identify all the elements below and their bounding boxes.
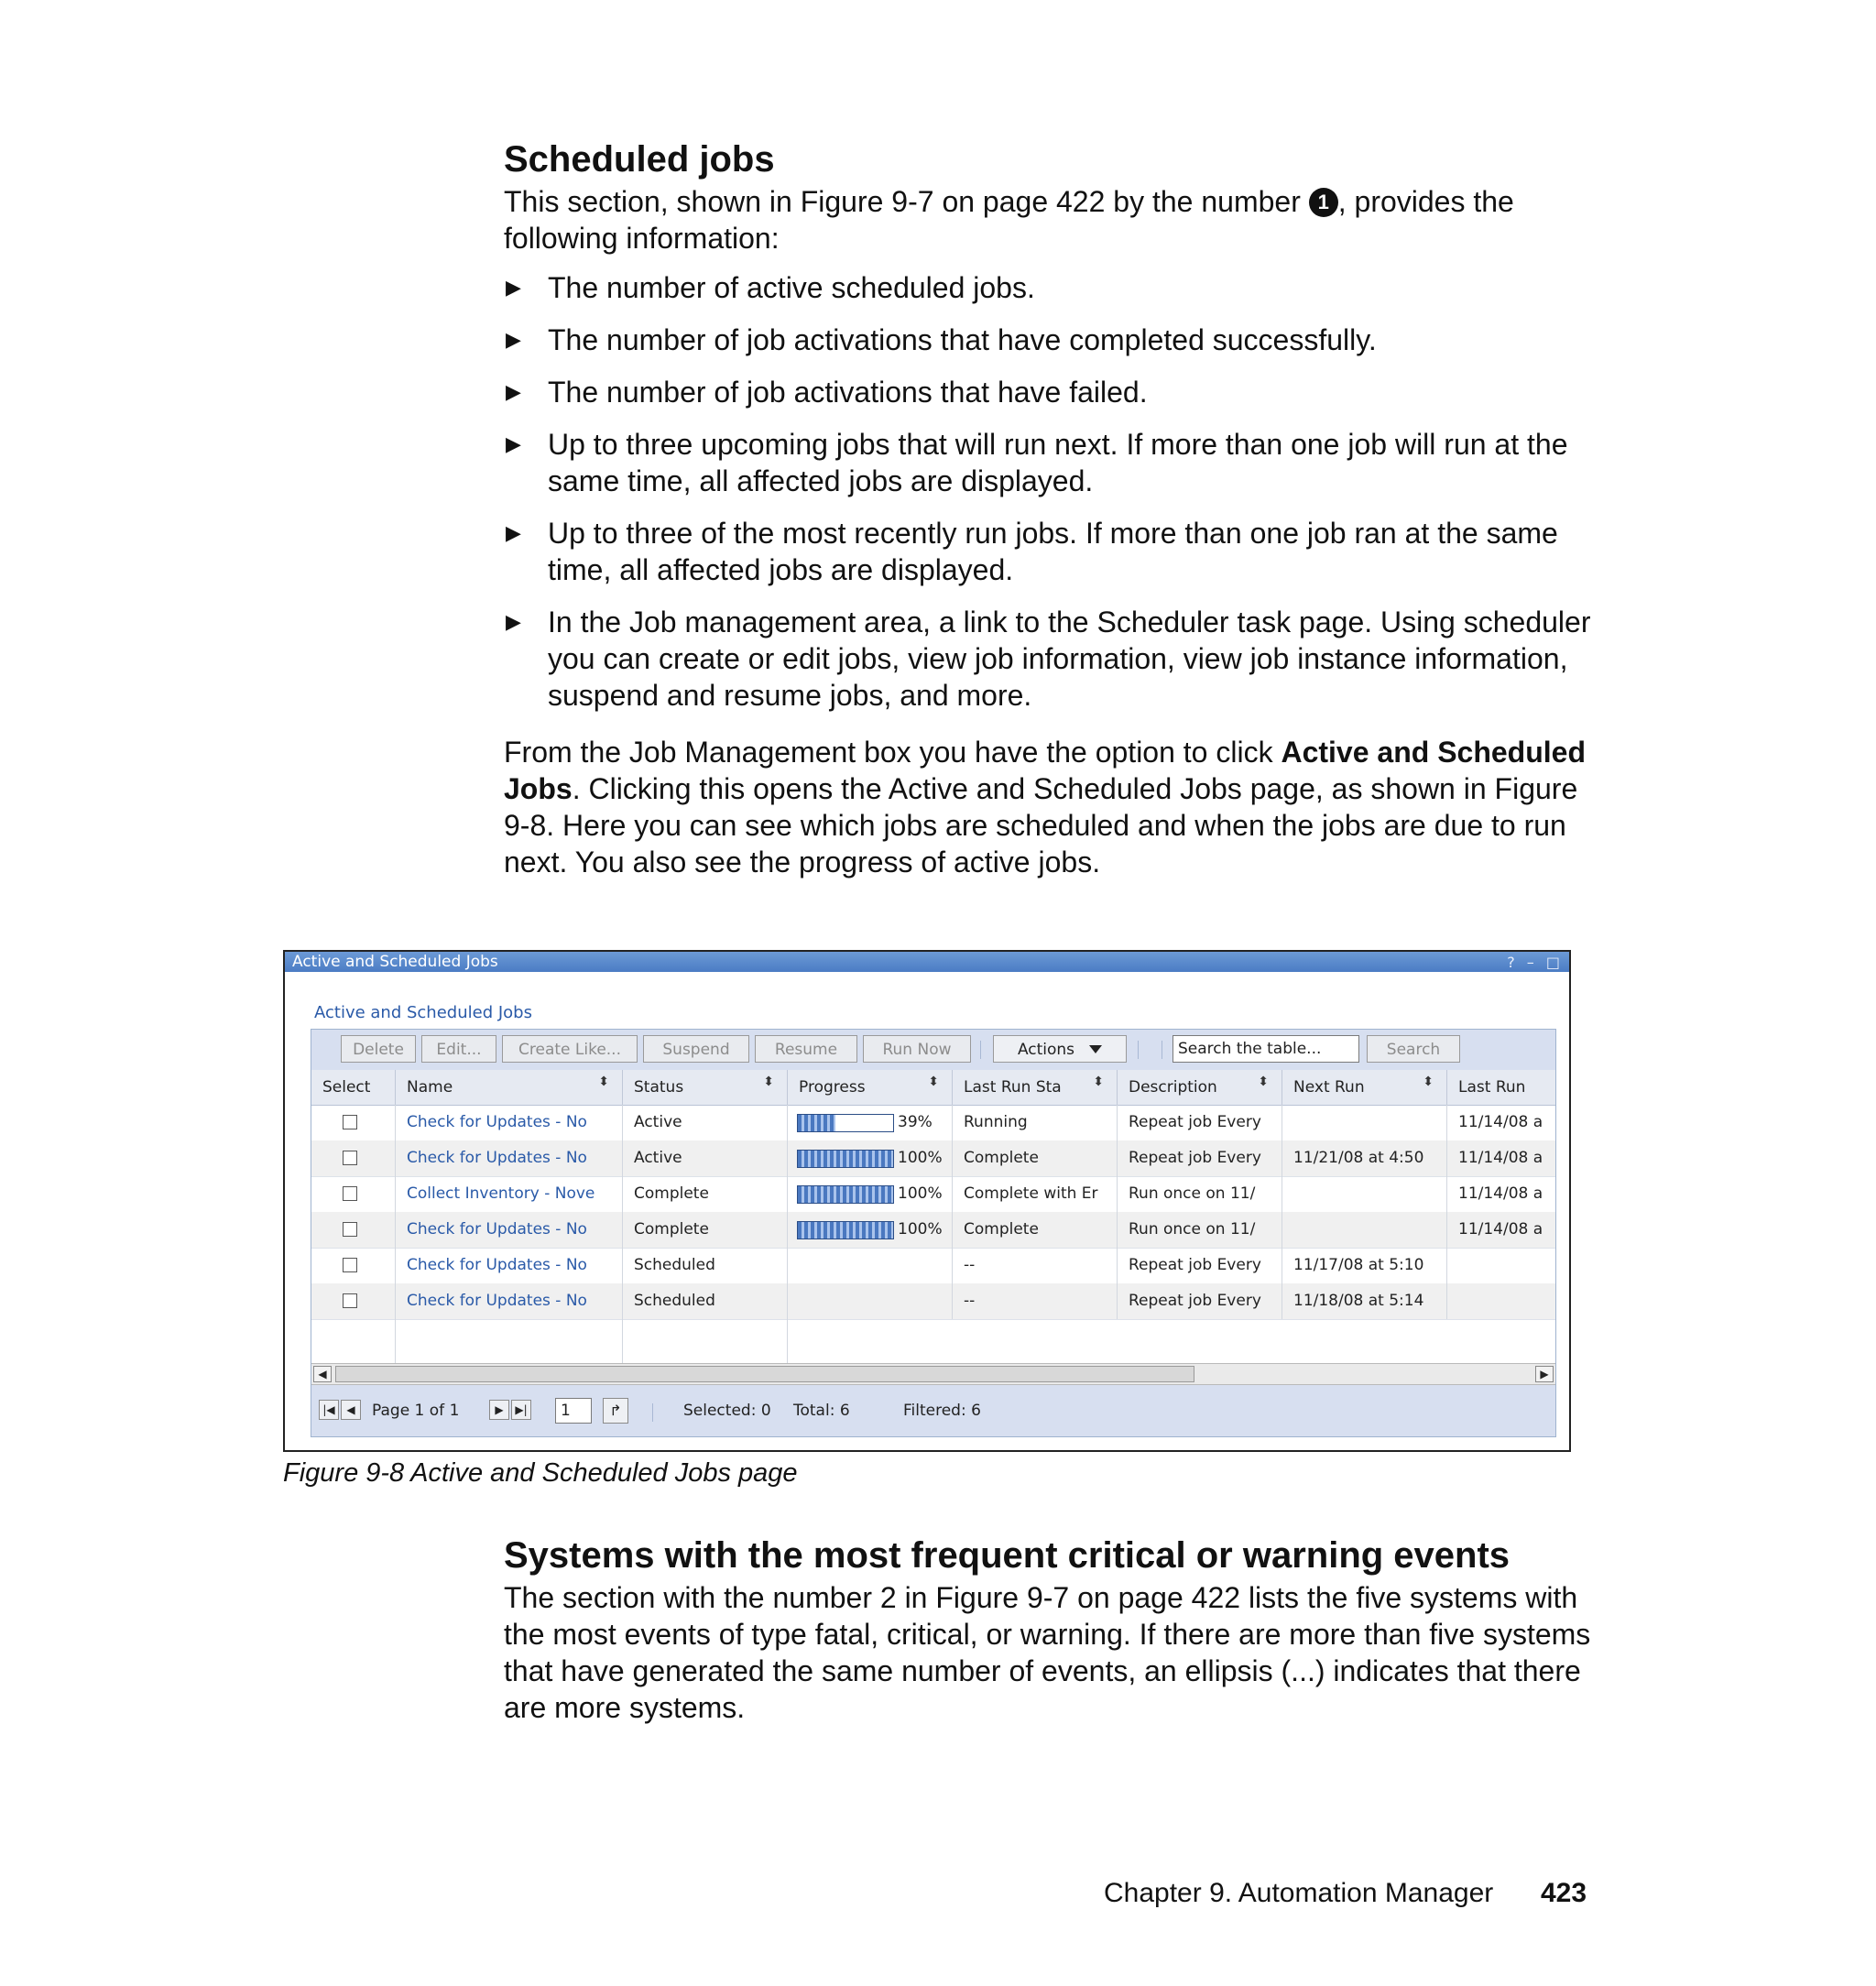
next-run-cell: 11/21/08 at 4:50 xyxy=(1282,1140,1447,1176)
jobs-table xyxy=(311,1070,1555,1363)
name-cell[interactable]: Check for Updates - No xyxy=(396,1248,623,1283)
progress-label: 100% xyxy=(898,1220,943,1239)
column-header-last-run[interactable]: Last Run xyxy=(1447,1070,1555,1105)
sort-icon[interactable]: ⬍ xyxy=(763,1075,774,1089)
create-like-button[interactable]: Create Like... xyxy=(502,1035,638,1063)
progress-bar xyxy=(797,1221,894,1239)
progress-fill xyxy=(798,1115,835,1131)
last-run-cell xyxy=(1447,1283,1555,1319)
horizontal-scrollbar[interactable] xyxy=(311,1363,1555,1385)
row-checkbox[interactable] xyxy=(343,1293,357,1308)
description-cell: Run once on 11/ xyxy=(1118,1212,1282,1248)
progress-cell xyxy=(788,1105,953,1140)
name-cell[interactable]: Check for Updates - No xyxy=(396,1105,623,1140)
next-run-cell: 11/18/08 at 5:14 xyxy=(1282,1283,1447,1319)
status-cell: Complete xyxy=(623,1212,788,1248)
progress-bar xyxy=(797,1114,894,1132)
column-header-status[interactable]: Status ⬍ xyxy=(623,1070,788,1105)
list-item: ▶ Up to three upcoming jobs that will run next. If more than one job will run at the same time, all affected jobs are displayed. xyxy=(506,428,1568,497)
search-button[interactable]: Search xyxy=(1367,1035,1460,1063)
window-title: Active and Scheduled Jobs xyxy=(292,953,498,971)
table-header xyxy=(311,1070,1555,1106)
section-scheduled-jobs xyxy=(504,137,1603,880)
scroll-left-icon[interactable]: ◀ xyxy=(313,1366,332,1382)
name-cell[interactable]: Check for Updates - No xyxy=(396,1212,623,1248)
select-cell xyxy=(311,1283,396,1319)
list-item: ▶ The number of job activations that have failed. xyxy=(506,376,1148,409)
dropdown-arrow-icon xyxy=(1089,1045,1102,1053)
select-cell xyxy=(311,1248,396,1283)
last-run-status-cell: Complete with Er xyxy=(953,1176,1118,1212)
description-cell: Repeat job Every xyxy=(1118,1283,1282,1319)
table-row[interactable] xyxy=(311,1248,1555,1284)
table-pager xyxy=(311,1387,1555,1438)
edit-button[interactable]: Edit... xyxy=(421,1035,496,1063)
go-to-page-icon[interactable]: ↱ xyxy=(603,1398,628,1424)
row-checkbox[interactable] xyxy=(343,1115,357,1129)
footer-chapter: Chapter 9. Automation Manager xyxy=(1104,1878,1494,1908)
filtered-count: Filtered: 6 xyxy=(903,1402,981,1420)
previous-page-icon[interactable]: ◀ xyxy=(341,1400,361,1420)
first-page-icon[interactable]: |◀ xyxy=(319,1400,339,1420)
last-run-cell xyxy=(1447,1248,1555,1283)
column-header-name[interactable]: Name ⬍ xyxy=(396,1070,623,1105)
description-cell: Repeat job Every xyxy=(1118,1248,1282,1283)
progress-cell xyxy=(788,1212,953,1248)
column-header-next-run[interactable]: Next Run ⬍ xyxy=(1282,1070,1447,1105)
suspend-button[interactable]: Suspend xyxy=(643,1035,749,1063)
active-scheduled-jobs-window xyxy=(283,950,1571,1452)
triangle-bullet-icon: ▶ xyxy=(506,276,521,299)
select-cell xyxy=(311,1212,396,1248)
list-item: ▶ In the Job management area, a link to the Scheduler task page. Using scheduler you can create or edit jobs, view job information, view job instance information, suspend and resume jobs, and more. xyxy=(506,606,1591,712)
row-checkbox[interactable] xyxy=(343,1186,357,1201)
description-cell: Repeat job Every xyxy=(1118,1105,1282,1140)
status-cell: Scheduled xyxy=(623,1248,788,1283)
last-run-cell: 11/14/08 a xyxy=(1447,1105,1555,1140)
progress-label: 39% xyxy=(898,1113,933,1131)
sort-icon[interactable]: ⬍ xyxy=(1423,1075,1434,1089)
select-cell xyxy=(311,1105,396,1140)
total-count: Total: 6 xyxy=(793,1402,850,1420)
progress-cell xyxy=(788,1248,953,1283)
last-run-status-cell: -- xyxy=(953,1248,1118,1283)
progress-bar xyxy=(797,1150,894,1168)
section-frequent-events xyxy=(504,1533,1603,1726)
select-cell xyxy=(311,1140,396,1176)
last-run-status-cell: Running xyxy=(953,1105,1118,1140)
scroll-right-icon[interactable]: ▶ xyxy=(1535,1366,1554,1382)
window-controls-icon[interactable]: ? – □ xyxy=(1507,954,1564,971)
description-cell: Run once on 11/ xyxy=(1118,1176,1282,1212)
name-cell[interactable]: Check for Updates - No xyxy=(396,1140,623,1176)
empty-row xyxy=(311,1319,1555,1363)
triangle-bullet-icon: ▶ xyxy=(506,432,521,455)
progress-cell xyxy=(788,1176,953,1212)
search-input[interactable]: Search the table... xyxy=(1172,1035,1359,1063)
progress-bar xyxy=(797,1185,894,1204)
next-run-cell: 11/17/08 at 5:10 xyxy=(1282,1248,1447,1283)
next-run-cell xyxy=(1282,1212,1447,1248)
actions-menu-button[interactable]: Actions xyxy=(993,1035,1127,1063)
triangle-bullet-icon: ▶ xyxy=(506,328,521,351)
events-paragraph: The section with the number 2 in Figure 9-7 on page 422 lists the five systems with the most events of type fatal, critical, or warning. If there are more than five systems that have generated the same number of events, an ellipsis (...) indicates that there are more systems. xyxy=(504,1581,1591,1724)
last-run-status-cell: -- xyxy=(953,1283,1118,1319)
intro-paragraph: This section, shown in Figure 9-7 on page 422 by the number 1 , provides the following information: xyxy=(504,185,1514,255)
row-checkbox[interactable] xyxy=(343,1222,357,1237)
sort-icon[interactable]: ⬍ xyxy=(928,1075,939,1089)
triangle-bullet-icon: ▶ xyxy=(506,380,521,403)
description-cell: Repeat job Every xyxy=(1118,1140,1282,1176)
status-cell: Active xyxy=(623,1140,788,1176)
page-number: 423 xyxy=(1541,1878,1587,1908)
progress-label: 100% xyxy=(898,1184,943,1203)
job-management-paragraph: From the Job Management box you have the option to click Active and Scheduled Jobs. Clicking this opens the Active and Scheduled Jobs page, as shown in Figure 9-8. Here you can see which jobs are scheduled and when the jobs are due to run next. You also see the progress of active jobs. xyxy=(504,736,1586,878)
sort-icon[interactable]: ⬍ xyxy=(1093,1075,1104,1089)
callout-number-1: 1 xyxy=(1309,188,1338,217)
progress-fill xyxy=(798,1222,893,1239)
page-label: Page 1 of 1 xyxy=(372,1402,460,1420)
toolbar-divider xyxy=(980,1041,981,1059)
last-run-status-cell: Complete xyxy=(953,1212,1118,1248)
section-heading: Scheduled jobs xyxy=(504,139,775,180)
selected-count: Selected: 0 xyxy=(683,1402,771,1420)
last-run-cell: 11/14/08 a xyxy=(1447,1140,1555,1176)
table-toolbar xyxy=(311,1030,1555,1070)
next-run-cell xyxy=(1282,1176,1447,1212)
select-cell xyxy=(311,1176,396,1212)
sort-icon[interactable]: ⬍ xyxy=(598,1075,609,1089)
section-heading: Systems with the most frequent critical or warning events xyxy=(504,1535,1511,1576)
toolbar-divider xyxy=(1138,1041,1139,1059)
row-checkbox[interactable] xyxy=(343,1151,357,1165)
status-cell: Active xyxy=(623,1105,788,1140)
list-item: ▶ The number of job activations that have completed successfully. xyxy=(506,323,1377,356)
sort-icon[interactable]: ⬍ xyxy=(1258,1075,1269,1089)
progress-cell xyxy=(788,1283,953,1319)
jobs-table-panel xyxy=(311,1029,1556,1437)
page-number-input[interactable]: 1 xyxy=(555,1398,592,1424)
column-header-description[interactable]: Description ⬍ xyxy=(1118,1070,1282,1105)
column-header-last-run-status[interactable]: Last Run Sta ⬍ xyxy=(953,1070,1118,1105)
status-cell: Scheduled xyxy=(623,1283,788,1319)
column-header-select: Select xyxy=(311,1070,396,1105)
table-row[interactable] xyxy=(311,1212,1555,1249)
progress-fill xyxy=(798,1186,893,1203)
status-cell: Complete xyxy=(623,1176,788,1212)
progress-label: 100% xyxy=(898,1149,943,1167)
pager-divider xyxy=(652,1403,653,1422)
progress-cell xyxy=(788,1140,953,1176)
window-titlebar xyxy=(285,952,1569,972)
last-run-status-cell: Complete xyxy=(953,1140,1118,1176)
next-run-cell xyxy=(1282,1105,1447,1140)
table-row[interactable] xyxy=(311,1176,1555,1213)
last-page-icon[interactable]: ▶| xyxy=(511,1400,531,1420)
triangle-bullet-icon: ▶ xyxy=(506,521,521,544)
last-run-cell: 11/14/08 a xyxy=(1447,1176,1555,1212)
list-item: ▶ Up to three of the most recently run jobs. If more than one job ran at the same time, all affected jobs are displayed. xyxy=(506,517,1558,586)
progress-fill xyxy=(798,1151,893,1167)
table-row[interactable] xyxy=(311,1283,1555,1320)
bullet-list xyxy=(504,269,1603,714)
row-checkbox[interactable] xyxy=(343,1258,357,1272)
column-header-progress[interactable]: Progress ⬍ xyxy=(788,1070,953,1105)
table-row[interactable] xyxy=(311,1140,1555,1177)
table-row[interactable] xyxy=(311,1105,1555,1141)
portlet-title: Active and Scheduled Jobs xyxy=(314,1003,532,1022)
triangle-bullet-icon: ▶ xyxy=(506,610,521,633)
name-cell[interactable]: Check for Updates - No xyxy=(396,1283,623,1319)
resume-button[interactable]: Resume xyxy=(755,1035,857,1063)
last-run-cell: 11/14/08 a xyxy=(1447,1212,1555,1248)
list-item: ▶ The number of active scheduled jobs. xyxy=(506,271,1035,304)
name-cell[interactable]: Collect Inventory - Nove xyxy=(396,1176,623,1212)
next-page-icon[interactable]: ▶ xyxy=(489,1400,509,1420)
run-now-button[interactable]: Run Now xyxy=(863,1035,971,1063)
scrollbar-thumb[interactable] xyxy=(335,1366,1194,1382)
figure-caption: Figure 9-8 Active and Scheduled Jobs page xyxy=(283,1458,798,1488)
delete-button[interactable]: Delete xyxy=(341,1035,416,1063)
